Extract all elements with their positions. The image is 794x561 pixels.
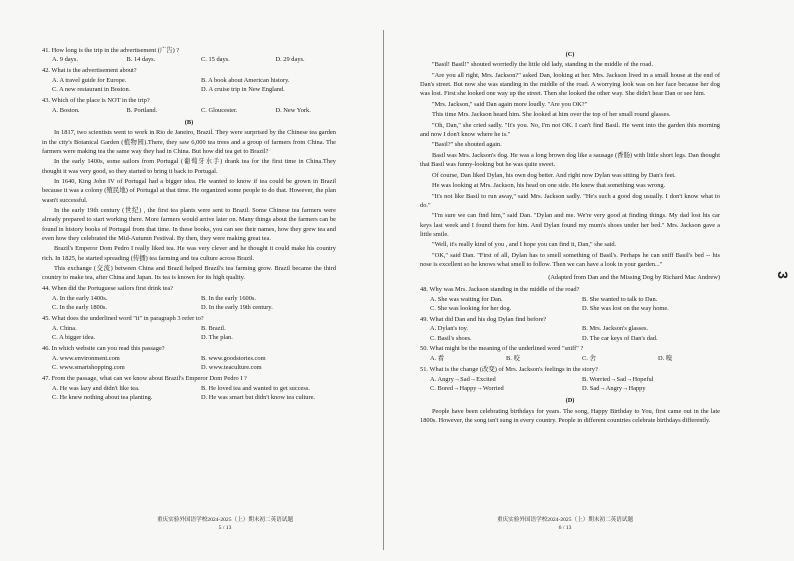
option: C. He knew nothing about tea planting.: [52, 393, 153, 401]
passage-d-paragraph: People have been celebrating birthdays for years. The song, Happy Birthday to You, first came out in the late 1800s. However, the song isn't sung in every country. People in different countries celebrate birthdays differently.: [420, 407, 720, 424]
option: D. In the early 19th century.: [201, 304, 273, 312]
question-49-options: [420, 324, 720, 343]
question-43-options: [42, 106, 336, 115]
option: B. 14 days.: [126, 56, 156, 64]
option: D. New York.: [275, 106, 311, 114]
option: A. A travel guide for Europe.: [52, 76, 127, 84]
passage-c-paragraph: "It's not like Basil to run away," said Mrs. Jackson sadly. "He's such a good dog usually. I don't know what to do.": [420, 192, 720, 209]
question-45: 45. What does the underlined word "it" in paragraph 3 refer to?: [42, 315, 204, 323]
option: D. 嗅: [658, 355, 673, 363]
right-page-footer: [490, 517, 640, 533]
passage-b-paragraph: This exchange (交流) between China and Brazil helped Brazil's tea farming grow. Brazil became the third country to make tea, after China and Japan. Its tea is known for its high quality.: [42, 265, 336, 282]
option: C. In the early 1800s.: [52, 304, 108, 312]
option: B. She wanted to talk to Dan.: [582, 295, 658, 303]
option: A. Dylan's toy.: [430, 325, 469, 333]
passage-b-paragraph: Brazil's Emperor Dom Pedro I really liked tea. He was very clever and he thought it could make his country rich. In 1825, he started spreading (传播) tea farming and tea culture across Brazil.: [42, 245, 336, 262]
option: C. Bored→Happy→Worried: [430, 385, 504, 393]
option: C. A new restaurant in Boston.: [52, 86, 131, 94]
question-42-options: [42, 76, 336, 95]
question-50: 50. What might be the meaning of the underlined word "sniff" ?: [420, 345, 584, 353]
question-43: 43. Which of the place is NOT in the trip?: [42, 96, 150, 104]
page-number: 6 / 13: [558, 524, 572, 531]
passage-c-paragraph: "Well, it's really kind of you , and I hope you can find it, Dan," she said.: [432, 241, 617, 249]
passage-b-paragraph: In the early 1400s, some sailors from Portugal (葡萄牙水手) drank tea for the first time in China.They thought it was very good, so they started to bring it back to Portugal.: [42, 158, 336, 175]
option: D. The car keys of Dan's dad.: [582, 334, 658, 342]
left-page-footer: [150, 517, 300, 533]
passage-b-paragraph: In 1640, King John IV of Portugal had a bigger idea. He wanted to know if tea could be grown in Brazil because it was a colony (殖民地) of Portugal at that time. He organized some people to do that. However, the plan wasn't successful.: [42, 178, 336, 204]
right-page: [420, 50, 720, 426]
option: B. Brazil.: [201, 324, 226, 332]
question-45-options: [42, 324, 336, 343]
question-47-options: [42, 384, 336, 403]
option: B. A book about American history.: [201, 76, 290, 84]
option: B. Worried→Sad→Hopeful: [582, 375, 654, 383]
passage-c-paragraph: "I'm sure we can find him," said Dan. "Dylan and me. We're very good at finding things. My dad lost his car keys last week and I found them for him. And Dylan found my mum's shoes under her bed." Mrs. Jackson gave a little smile.: [420, 212, 720, 238]
option: B. In the early 1600s.: [201, 294, 257, 302]
page-number: 5 / 13: [218, 524, 232, 531]
option: B. www.goodstories.com: [201, 354, 266, 362]
option: A. She was waiting for Dan.: [430, 295, 503, 303]
question-44-options: [42, 294, 336, 313]
option: A. Angry→Sad→Excited: [430, 375, 496, 383]
footer-school-title: 重庆实验外国语学校2024-2025（上）期末初二英语试题: [156, 517, 294, 523]
question-41: 41. How long is the trip in the advertisement (广告) ?: [42, 46, 180, 54]
question-49: 49. What did Dan and his dog Dylan find before?: [420, 315, 547, 323]
passage-b-paragraph: In 1817, two scientists went to work in Rio de Janeiro, Brazil. They were surprised by the Chinese tea garden in the city's Botanical Garden (植物园).There, they saw 6,000 tea trees and a group of farmers from China. The farmers were making tea the same way they had in China. But how did tea get to Brazil?: [42, 129, 336, 155]
page-edge-mark: 3: [774, 271, 791, 279]
passage-source: (Adapted from Dan and the Missing Dog by Richard Mac Andrew): [548, 274, 720, 282]
passage-c-paragraph: "OK," said Dan. "First of all, Dylan has to smell something of Basil's. Perhaps he can sniff Basil's bed -- his nose is excellent so he knows what smell to follow. Then we can have a look in your garden...": [420, 251, 720, 269]
left-page: [42, 44, 336, 403]
section-heading-c: (C): [565, 51, 575, 58]
passage-c-paragraph: Of course, Dan liked Dylan, his own dog better. And right now Dylan was sitting by Dan's feet.: [432, 171, 676, 179]
question-42: 42. What is the advertisement about?: [42, 67, 137, 75]
option: C. www.smartshopping.com: [52, 363, 125, 371]
question-51: 51. What is the change (改变) of Mrs. Jackson's feelings in the story?: [420, 365, 598, 373]
option: C. Gloucester.: [201, 106, 238, 114]
option: C. Basil's shoes.: [430, 334, 472, 342]
section-heading-b: (B): [184, 118, 194, 126]
option: C. A bigger idea.: [52, 334, 96, 342]
question-48-options: [420, 295, 720, 314]
section-heading-d: (D): [565, 397, 575, 405]
passage-c-paragraph: He was looking at Mrs. Jackson, his head on one side. He knew that something was wrong.: [432, 182, 666, 190]
option: A. www.environment.com: [52, 354, 120, 362]
question-47: 47. From the passage, what can we know about Brazil's Emperor Dom Pedro I ?: [42, 374, 247, 382]
question-41-options: [42, 55, 336, 64]
option: B. 咬: [506, 355, 520, 363]
option: A. Boston.: [52, 106, 80, 114]
page-divider: [383, 30, 384, 550]
question-50-options: [420, 354, 720, 363]
passage-c-paragraph: "Oh, Dan," she cried sadly. "It's you. No, I'm not OK. I can't find Basil. He went into the garden this morning and now I don't know where he is.": [420, 121, 720, 138]
option: B. Portland.: [126, 106, 158, 114]
question-44: 44. When did the Portuguese sailors first drink tea?: [42, 285, 174, 293]
passage-c-paragraph: "Basil! Basil!" shouted worriedly the little old lady, standing in the middle of the road.: [432, 61, 653, 69]
option: C. 15 days.: [201, 56, 230, 64]
question-46: 46. In which website can you read this passage?: [42, 344, 165, 352]
option: C. 舍: [582, 355, 596, 363]
option: A. 看: [430, 355, 445, 363]
question-51-options: [420, 375, 720, 394]
option: D. The plan.: [201, 334, 233, 342]
passage-c-paragraph: "Basil?" she shouted again.: [432, 141, 502, 149]
passage-c-paragraph: Basil was Mrs. Jackson's dog. He was a long brown dog like a sausage (香肠) with little short legs. Dan thought that Basil was funny-looking but he was quite sweet.: [420, 151, 720, 169]
option: D. Sad→Angry→Happy: [582, 385, 646, 393]
option: A. China.: [52, 324, 77, 332]
option: B. He loved tea and wanted to get success.: [201, 384, 310, 392]
passage-b-paragraph: In the early 19th century (世纪) , the first tea plants were sent to Brazil. Some Chinese tea farmers were already prepared to start working there. More farmers would arrive later on. Many things about the farmers can be found in history books of Portugal from that time. In these books, you can see their names, how they grew tea and even how they celebrated the Mid-Autumn Festival. By then, they were making great tea.: [42, 207, 336, 242]
option: B. Mrs. Jackson's glasses.: [582, 325, 649, 333]
option: D. A cruise trip in New England.: [201, 86, 285, 94]
option: A. In the early 1400s.: [52, 294, 108, 302]
option: A. 9 days.: [52, 56, 78, 64]
passage-c-paragraph: "Are you all right, Mrs. Jackson?" asked Dan, looking at her. Mrs. Jackson lived in a small house at the end of Dan's street. But now she was standing in the middle of the road. A worrying look was on her face because her dog was lost. First she looked one way up the street. Then she looked the other way. She didn't hear Dan or see him.: [420, 71, 720, 98]
footer-school-title: 重庆实验外国语学校2024-2025（上）期末初二英语试题: [496, 517, 634, 523]
option: D. She was lost on the way home.: [582, 304, 669, 312]
option: D. 29 days.: [275, 56, 305, 64]
option: D. He was smart but didn't know tea culture.: [201, 393, 316, 401]
option: A. He was lazy and didn't like tea.: [52, 384, 140, 392]
option: C. She was looking for her dog.: [430, 304, 512, 312]
question-48: 48. Why was Mrs. Jackson standing in the middle of the road?: [420, 285, 580, 293]
passage-c-paragraph: "Mrs. Jackson," said Dan again more loudly. "Are you OK?": [432, 100, 588, 108]
option: D. www.teaculture.com: [201, 363, 262, 371]
passage-c-paragraph: This time Mrs. Jackson heard him. She looked at him over the top of her small round glasses.: [432, 111, 671, 119]
question-46-options: [42, 354, 336, 373]
